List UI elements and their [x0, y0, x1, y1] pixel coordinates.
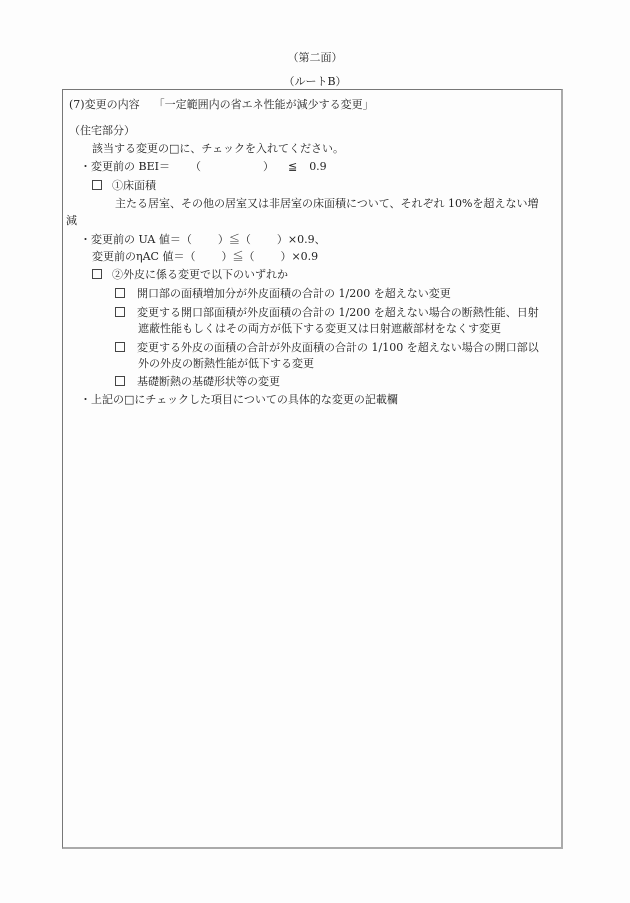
item1-row	[92, 179, 156, 193]
item1-label: ①床面積	[112, 179, 156, 192]
item1-desc-line2: 減	[66, 214, 77, 227]
ua-label: ・変更前の UA 値＝（	[80, 233, 192, 246]
bei-open-paren: （	[189, 160, 201, 173]
change-content-box	[62, 89, 563, 849]
subsection-label: （住宅部分）	[69, 124, 135, 137]
ua-row	[80, 233, 326, 247]
sub-item-2-text-line1: 変更する開口部面積が外皮面積の合計の 1/200 を超えない場合の断熱性能、日射	[137, 306, 539, 319]
sub-item-1	[115, 287, 451, 301]
sub-item-4-checkbox[interactable]	[115, 376, 125, 386]
sub-item-3-checkbox[interactable]	[115, 342, 125, 352]
bei-close-paren: ）	[262, 160, 274, 173]
sub-item-3-text-line2: 外の外皮の断熱性能が低下する変更	[138, 357, 314, 370]
section-title-quote: 「一定範囲内の省エネ性能が減少する変更」	[153, 98, 374, 111]
item1-desc-line1: 主たる居室、その他の居室又は非居室の床面積について、それぞれ 10%を超えない増	[115, 197, 539, 210]
section-number: (7)	[69, 98, 85, 111]
section-title-text: 変更の内容	[84, 98, 140, 111]
sub-item-2	[115, 306, 539, 320]
sub-item-4-text: 基礎断熱の基礎形状等の変更	[137, 375, 280, 388]
route-label: （ルートB）	[283, 75, 347, 88]
envelope-checkbox[interactable]	[92, 269, 102, 279]
ua-operator: ）≦（	[217, 233, 251, 246]
bei-label: ・変更前の BEI＝	[80, 160, 170, 173]
item2-row	[92, 268, 288, 282]
eta-label: 変更前のηAC 値＝（	[92, 250, 196, 263]
sub-item-1-checkbox[interactable]	[115, 288, 125, 298]
item2-label: ②外皮に係る変更で以下のいずれか	[112, 268, 288, 281]
details-entry-area[interactable]	[69, 412, 555, 842]
bei-limit: 0.9	[309, 160, 327, 173]
ua-factor: ）×0.9、	[276, 233, 326, 246]
sub-item-1-text: 開口部の面積増加分が外皮面積の合計の 1/200 を超えない変更	[137, 287, 451, 300]
sub-item-2-text-line2: 遮蔽性能もしくはその両方が低下する変更又は日射遮蔽部材をなくす変更	[138, 322, 501, 335]
eta-operator: ）≦（	[221, 250, 255, 263]
details-label: ・上記の□にチェックした項目についての具体的な変更の記載欄	[80, 393, 398, 406]
section-title	[69, 98, 374, 112]
bei-row	[80, 160, 327, 174]
sub-item-2-checkbox[interactable]	[115, 307, 125, 317]
sub-item-4	[115, 375, 280, 389]
page-side-label: （第二面）	[287, 51, 343, 64]
sub-item-3-text-line1: 変更する外皮の面積の合計が外皮面積の合計の 1/100 を超えない場合の開口部以	[137, 341, 539, 354]
floor-area-checkbox[interactable]	[92, 180, 102, 190]
sub-item-3	[115, 341, 539, 355]
eta-factor: ）×0.9	[280, 250, 319, 263]
bei-operator: ≦	[287, 160, 298, 173]
eta-row	[92, 250, 318, 264]
instruction-text: 該当する変更の□に、チェックを入れてください。	[92, 142, 345, 155]
